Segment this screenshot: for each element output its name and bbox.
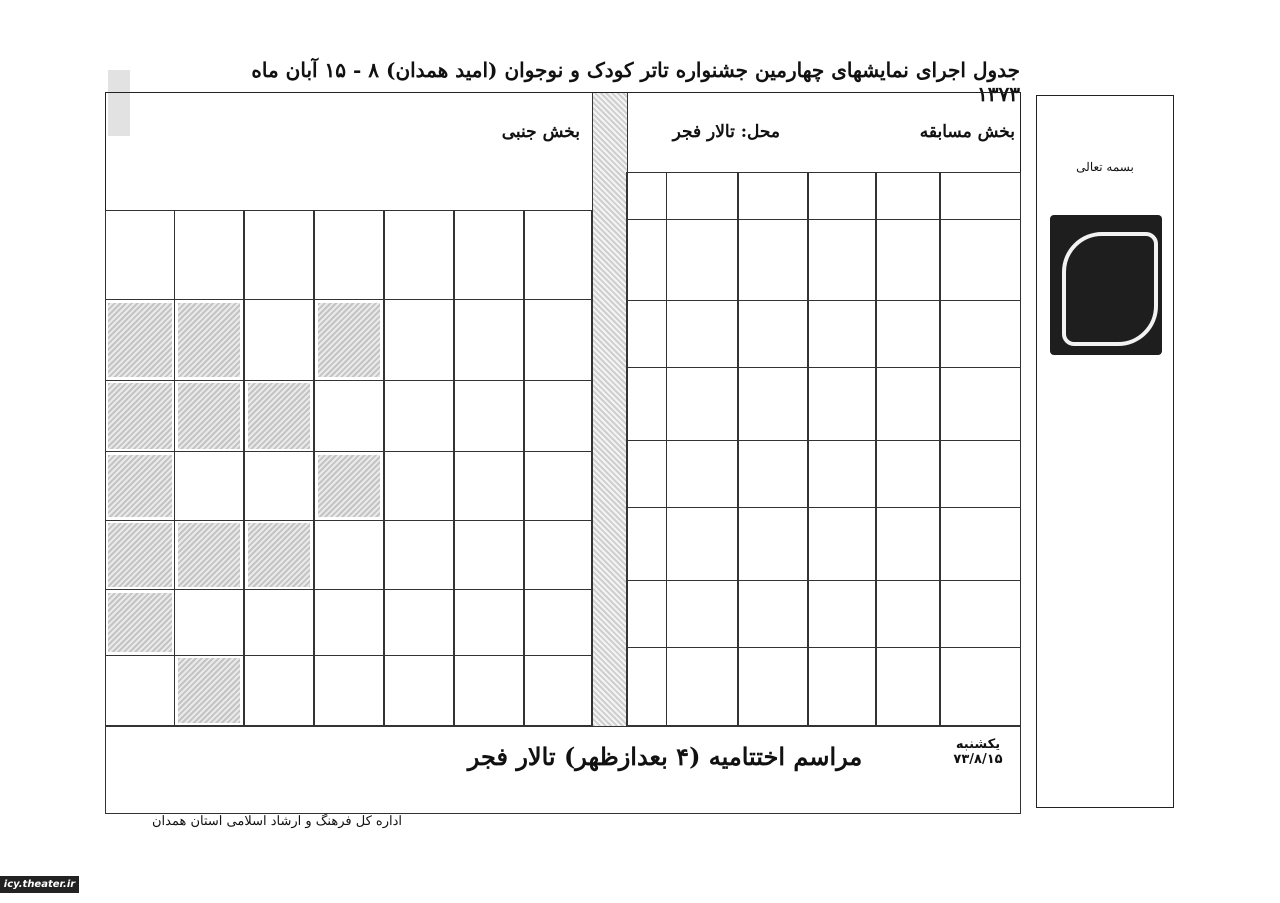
empty-cell [318, 455, 380, 517]
side-col-3 [384, 210, 454, 726]
closing-day: یکشنبه ۷۳/۸/۱۵ [953, 737, 1003, 767]
empty-cell [178, 303, 240, 377]
empty-cell [248, 383, 310, 449]
writer-column [808, 172, 876, 726]
side-col-6 [174, 210, 244, 726]
play-column [876, 172, 940, 726]
closing-ceremony: مراسم اختتامیه (۴ بعدازظهر) تالار فجر [467, 742, 863, 771]
empty-cell [318, 303, 380, 377]
side-col-2 [454, 210, 524, 726]
group-column [666, 172, 738, 726]
day-column [940, 172, 1021, 726]
empty-cell [108, 455, 172, 517]
venue-label: محل: تالار فجر [672, 122, 780, 142]
empty-cell [108, 303, 172, 377]
empty-cell [178, 383, 240, 449]
festival-logo-mark [1062, 232, 1158, 346]
empty-cell [108, 593, 172, 652]
side-panel [1036, 95, 1174, 808]
side-section-label: بخش جنبی [501, 122, 580, 142]
side-col-5 [244, 210, 314, 726]
empty-cell [108, 523, 172, 587]
document-title: جدول اجرای نمایشهای چهارمین جشنواره تاتر کودک و نوجوان (امید همدان) ۸ - ۱۵ آبان ماه ۱۳۷۳ [251, 58, 1020, 106]
side-panel-heading: بسمه تعالی [1076, 160, 1134, 174]
side-col-1 [524, 210, 592, 726]
empty-cell [178, 523, 240, 587]
empty-cell [178, 658, 240, 723]
footer-issuer: اداره کل فرهنگ و ارشاد اسلامی استان همدان [151, 814, 402, 829]
empty-cell [248, 523, 310, 587]
empty-cell [108, 383, 172, 449]
watermark: icy.theater.ir [0, 876, 79, 893]
competition-section-label: بخش مسابقه [919, 122, 1015, 142]
section-divider-strip [592, 93, 628, 726]
director-column [738, 172, 808, 726]
